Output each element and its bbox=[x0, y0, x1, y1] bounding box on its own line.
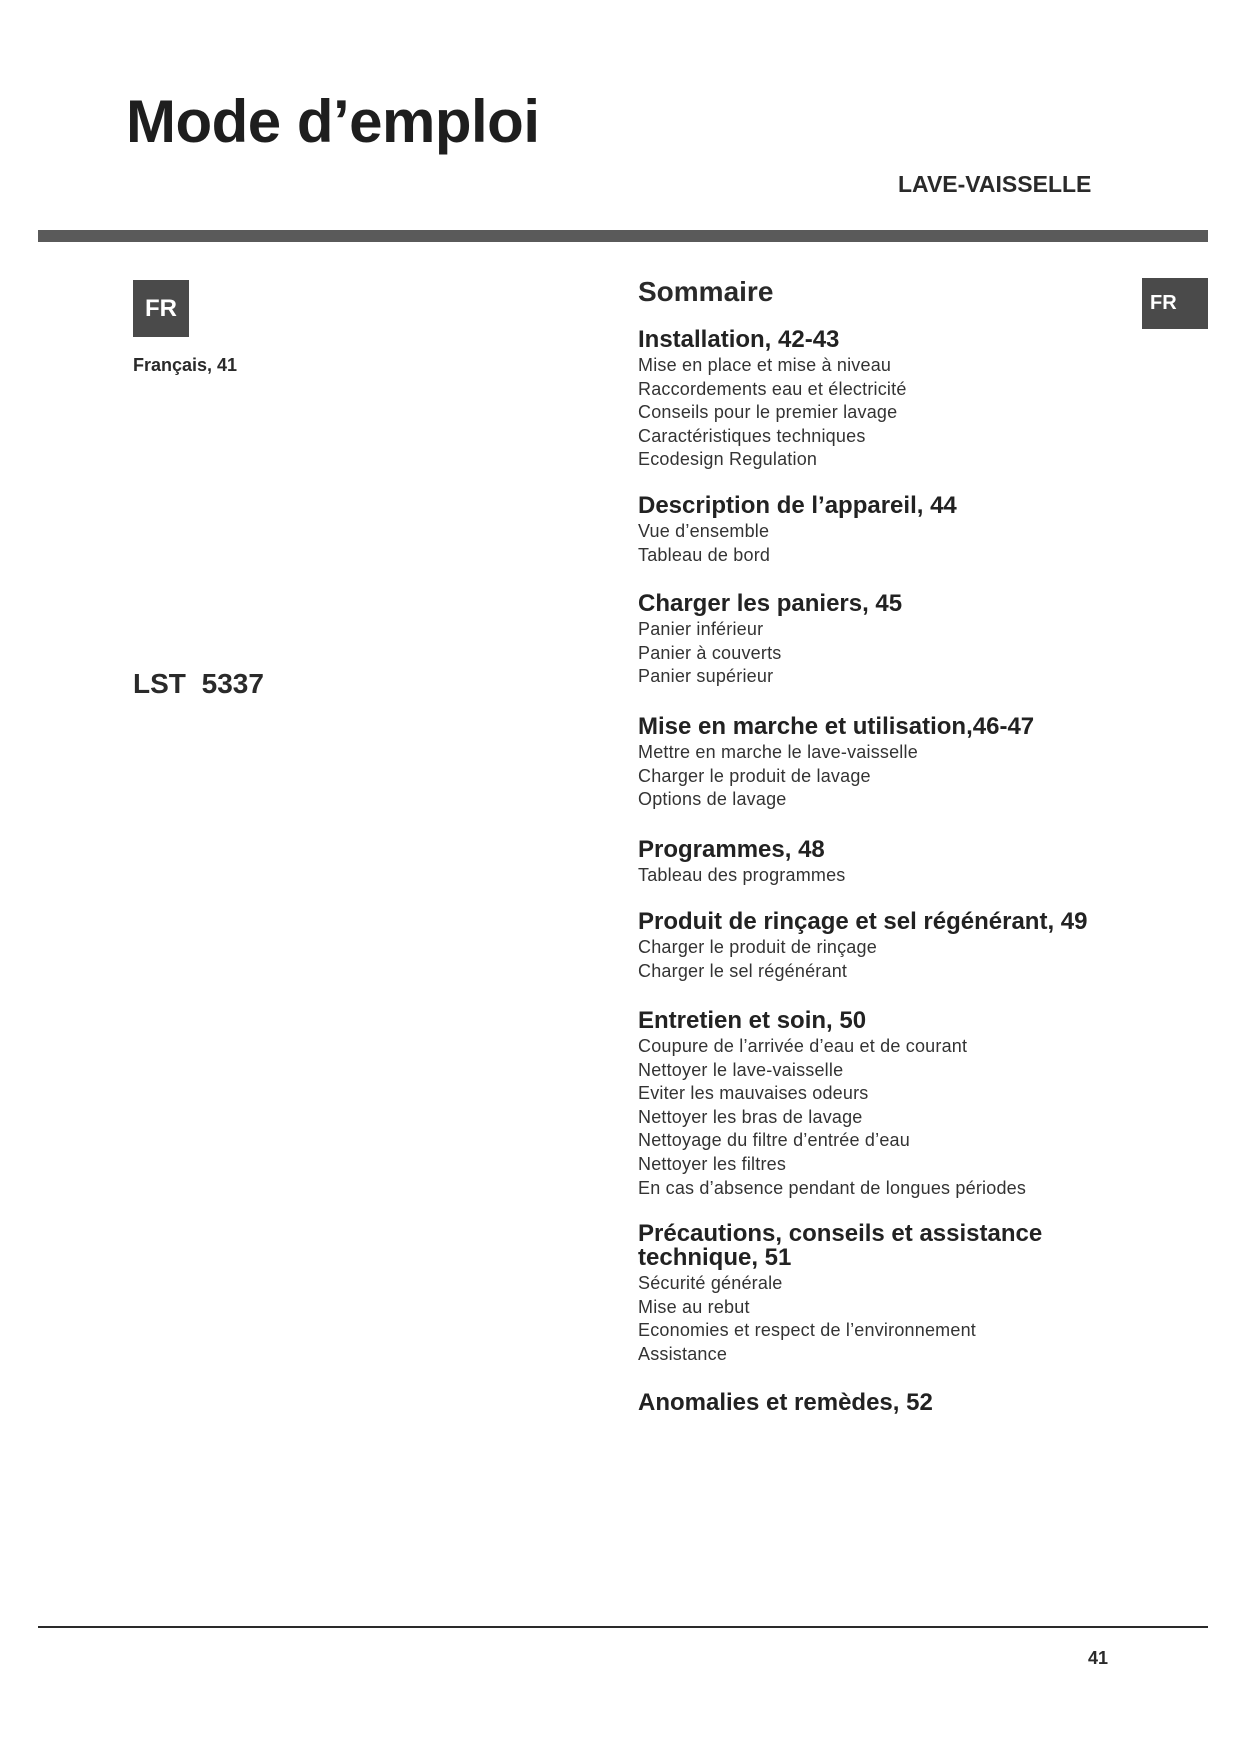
toc-section-title: Programmes, 48 bbox=[638, 836, 825, 863]
toc-item: Nettoyer les filtres bbox=[638, 1153, 787, 1174]
toc-item: Panier supérieur bbox=[638, 666, 774, 687]
toc-item: Assistance bbox=[638, 1343, 728, 1364]
page-title: Mode d’emploi bbox=[126, 88, 540, 155]
toc-section bbox=[638, 910, 1098, 983]
toc-section bbox=[638, 1009, 1098, 1200]
page-number: 41 bbox=[1088, 1648, 1109, 1668]
toc-section bbox=[638, 715, 1098, 812]
toc-item: En cas d’absence pendant de longues périodes bbox=[638, 1177, 1027, 1198]
toc-section bbox=[638, 494, 1098, 567]
toc-section-title: Mise en marche et utilisation,46-47 bbox=[638, 713, 1035, 740]
toc-section-title: Produit de rinçage et sel régénérant, 49 bbox=[638, 908, 1088, 935]
toc-item: Nettoyer le lave-vaisselle bbox=[638, 1059, 844, 1080]
toc-section bbox=[638, 1222, 1068, 1366]
language-tab: FR bbox=[1142, 278, 1208, 329]
toc-item: Vue d’ensemble bbox=[638, 521, 770, 541]
toc-item: Mise en place et mise à niveau bbox=[638, 355, 892, 375]
toc-section-title: Précautions, conseils et assistance technique, 51 bbox=[638, 1220, 1043, 1271]
toc-item: Charger le sel régénérant bbox=[638, 960, 848, 981]
toc-item: Charger le produit de lavage bbox=[638, 765, 871, 786]
toc-item: Conseils pour le premier lavage bbox=[638, 402, 898, 423]
toc-item: Mettre en marche le lave-vaisselle bbox=[638, 742, 918, 762]
footer-divider bbox=[38, 1626, 1208, 1628]
product-type: LAVE-VAISSELLE bbox=[898, 171, 1092, 197]
toc-section-title: Description de l’appareil, 44 bbox=[638, 492, 957, 519]
toc-item: Raccordements eau et électricité bbox=[638, 378, 907, 399]
toc-item: Economies et respect de l’environnement bbox=[638, 1320, 976, 1341]
toc-section bbox=[638, 1391, 1098, 1417]
toc-item: Eviter les mauvaises odeurs bbox=[638, 1083, 869, 1104]
toc-item: Nettoyer les bras de lavage bbox=[638, 1106, 863, 1127]
toc-item: Ecodesign Regulation bbox=[638, 449, 818, 470]
toc-section-title: Installation, 42-43 bbox=[638, 326, 840, 353]
toc-item: Tableau des programmes bbox=[638, 865, 846, 885]
toc-item: Nettoyage du filtre d’entrée d’eau bbox=[638, 1130, 910, 1151]
toc-section bbox=[638, 328, 1098, 472]
toc-item: Tableau de bord bbox=[638, 544, 771, 565]
toc-item: Coupure de l’arrivée d’eau et de courant bbox=[638, 1036, 968, 1056]
toc-section bbox=[638, 592, 1098, 689]
toc-item: Panier à couverts bbox=[638, 642, 782, 663]
toc-item: Sécurité générale bbox=[638, 1273, 783, 1293]
language-badge: FR bbox=[133, 280, 189, 337]
toc-item: Charger le produit de rinçage bbox=[638, 937, 877, 957]
toc-section-title: Anomalies et remèdes, 52 bbox=[638, 1389, 933, 1416]
toc-section-title: Charger les paniers, 45 bbox=[638, 590, 903, 617]
toc-section-title: Entretien et soin, 50 bbox=[638, 1007, 867, 1034]
toc-item: Caractéristiques techniques bbox=[638, 425, 866, 446]
model-number: LST 5337 bbox=[133, 668, 264, 699]
header-divider bbox=[38, 230, 1208, 242]
language-page-ref: Français, 41 bbox=[133, 355, 238, 375]
toc-item: Options de lavage bbox=[638, 789, 787, 810]
toc-item: Mise au rebut bbox=[638, 1296, 750, 1317]
toc-item: Panier inférieur bbox=[638, 619, 764, 639]
toc-section bbox=[638, 838, 1098, 888]
toc-heading: Sommaire bbox=[638, 276, 774, 307]
